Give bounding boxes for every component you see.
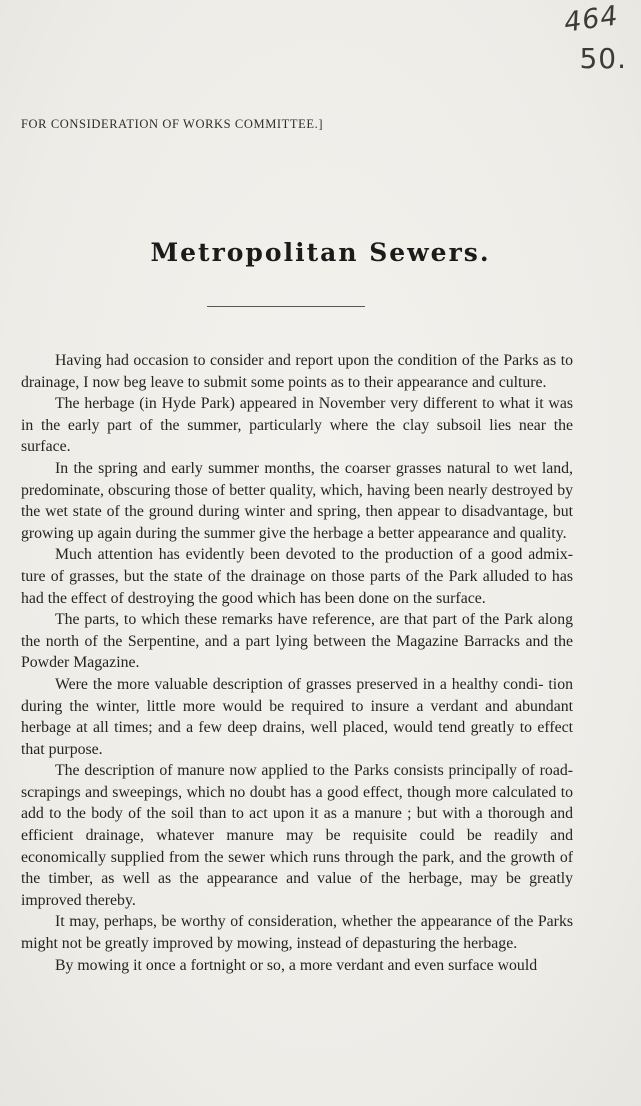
- committee-header: FOR CONSIDERATION OF WORKS COMMITTEE.]: [21, 117, 324, 131]
- paragraph: The herbage (in Hyde Park) appeared in November very different to what it was in the early part of the summer, particularly where the clay subsoil lies near the surface.: [21, 395, 573, 456]
- paragraph: The description of manure now applied to the Parks consists principally of road-scrapings and sweepings, which no doubt has a good effect, though more calculated to add to the body of the soil than to act upon it as a manure ; but with a thorough and efficient drainage, whatever manure may be requisite could be readily and economically supplied from the sewer which runs through the park, and the growth of the timber, as well as the appearance and value of the herbage, may be greatly improved thereby.: [21, 762, 573, 909]
- paragraph: Having had occasion to consider and report upon the condition of the Parks as to drainage, I now beg leave to submit some points as to their appearance and culture.: [21, 352, 573, 391]
- handwritten-folio: 50.: [579, 42, 627, 75]
- handwritten-number: 464: [562, 0, 621, 39]
- paragraph: Much attention has evidently been devoted to the production of a good admix- ture of grasses, but the state of the drainage on those parts of the Park alluded to has had the effect of destroying the good which has been done on the surface.: [21, 546, 573, 607]
- paragraph: In the spring and early summer months, the coarser grasses natural to wet land, predominate, obscuring those of better quality, which, having been nearly destroyed by the wet state of the ground during winter and spring, then appear to disadvantage, but growing up again during the summer give the herbage a better appearance and quality.: [21, 459, 573, 542]
- paragraph: By mowing it once a fortnight or so, a more verdant and even surface would: [55, 956, 538, 974]
- document-body: [21, 350, 573, 976]
- title-rule: [207, 306, 365, 307]
- paragraph: The parts, to which these remarks have reference, are that part of the Park along the north of the Serpentine, and a part lying between the Magazine Barracks and the Powder Magazine.: [21, 611, 573, 672]
- document-title: Metropolitan Sewers.: [150, 238, 491, 267]
- paragraph: Were the more valuable description of grasses preserved in a healthy condi- tion during the winter, little more would be required to insure a verdant and abundant herbage at all times; and a few deep drains, well placed, would tend greatly to effect that purpose.: [21, 675, 573, 758]
- paragraph: It may, perhaps, be worthy of consideration, whether the appearance of the Parks might not be greatly improved by mowing, instead of depasturing the herbage.: [21, 913, 573, 953]
